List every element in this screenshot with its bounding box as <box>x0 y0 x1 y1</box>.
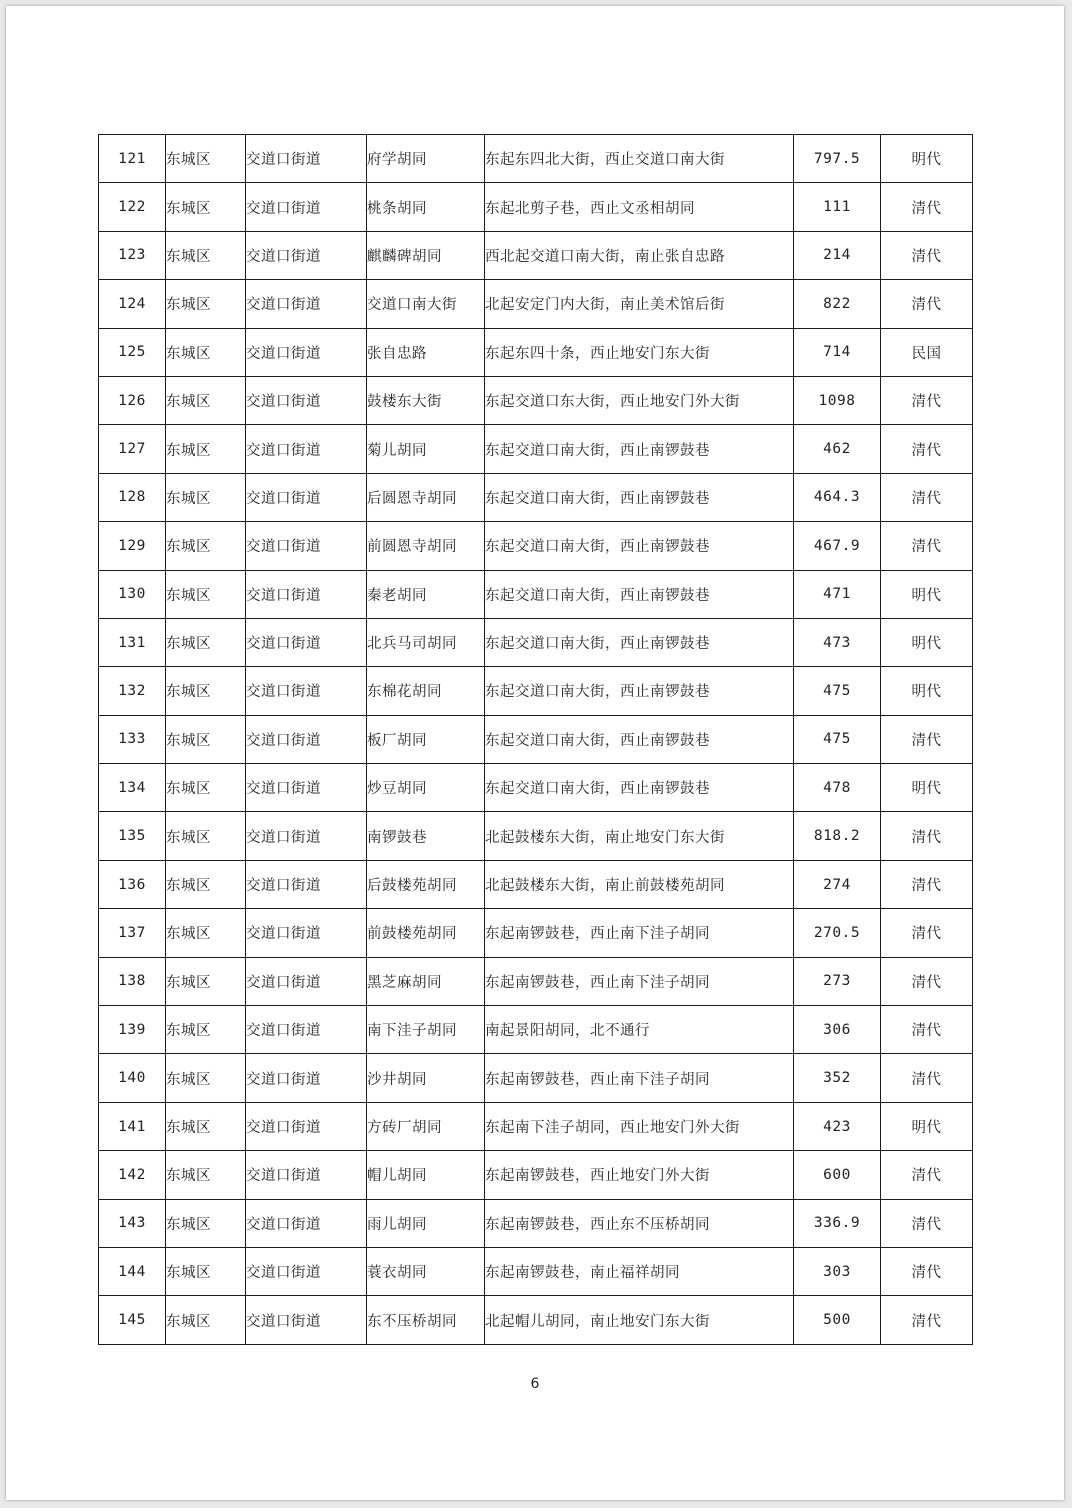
table-row <box>99 1006 973 1054</box>
subdistrict-cell: 交道口街道 <box>246 570 367 618</box>
district-cell: 东城区 <box>166 812 246 860</box>
hutong-name-cell: 方砖厂胡同 <box>367 1102 485 1150</box>
subdistrict-cell: 交道口街道 <box>246 1247 367 1295</box>
length-cell: 270.5 <box>794 909 881 957</box>
length-cell: 462 <box>794 425 881 473</box>
era-cell: 明代 <box>881 1102 973 1150</box>
row-number-cell: 123 <box>99 231 166 279</box>
subdistrict-cell: 交道口街道 <box>246 425 367 473</box>
length-cell: 797.5 <box>794 135 881 183</box>
table-row <box>99 667 973 715</box>
district-cell: 东城区 <box>166 570 246 618</box>
length-cell: 336.9 <box>794 1199 881 1247</box>
district-cell: 东城区 <box>166 957 246 1005</box>
subdistrict-cell: 交道口街道 <box>246 812 367 860</box>
era-cell: 清代 <box>881 860 973 908</box>
start-end-cell: 东起交道口南大街，西止南锣鼓巷 <box>485 667 794 715</box>
subdistrict-cell: 交道口街道 <box>246 1199 367 1247</box>
subdistrict-cell: 交道口街道 <box>246 957 367 1005</box>
table-row <box>99 1247 973 1295</box>
row-number-cell: 145 <box>99 1296 166 1344</box>
district-cell: 东城区 <box>166 280 246 328</box>
era-cell: 清代 <box>881 1054 973 1102</box>
table-row <box>99 473 973 521</box>
start-end-cell: 东起东四北大街，西止交道口南大街 <box>485 135 794 183</box>
row-number-cell: 132 <box>99 667 166 715</box>
era-cell: 清代 <box>881 1199 973 1247</box>
era-cell: 清代 <box>881 957 973 1005</box>
start-end-cell: 东起交道口南大街，西止南锣鼓巷 <box>485 522 794 570</box>
subdistrict-cell: 交道口街道 <box>246 1102 367 1150</box>
length-cell: 423 <box>794 1102 881 1150</box>
start-end-cell: 东起南锣鼓巷，西止南下洼子胡同 <box>485 957 794 1005</box>
hutong-name-cell: 麒麟碑胡同 <box>367 231 485 279</box>
document-page <box>6 6 1064 1500</box>
district-cell: 东城区 <box>166 135 246 183</box>
table-row <box>99 618 973 666</box>
length-cell: 818.2 <box>794 812 881 860</box>
start-end-cell: 东起南锣鼓巷，西止东不压桥胡同 <box>485 1199 794 1247</box>
subdistrict-cell: 交道口街道 <box>246 231 367 279</box>
hutong-table <box>98 134 973 1345</box>
start-end-cell: 东起交道口南大街，西止南锣鼓巷 <box>485 473 794 521</box>
table-row <box>99 715 973 763</box>
length-cell: 1098 <box>794 376 881 424</box>
start-end-cell: 东起南锣鼓巷，西止南下洼子胡同 <box>485 1054 794 1102</box>
start-end-cell: 东起南下洼子胡同，西止地安门外大街 <box>485 1102 794 1150</box>
district-cell: 东城区 <box>166 425 246 473</box>
hutong-name-cell: 张自忠路 <box>367 328 485 376</box>
era-cell: 清代 <box>881 1151 973 1199</box>
district-cell: 东城区 <box>166 1199 246 1247</box>
table-row <box>99 135 973 183</box>
district-cell: 东城区 <box>166 860 246 908</box>
row-number-cell: 125 <box>99 328 166 376</box>
era-cell: 清代 <box>881 183 973 231</box>
district-cell: 东城区 <box>166 1102 246 1150</box>
start-end-cell: 东起南锣鼓巷，西止地安门外大街 <box>485 1151 794 1199</box>
subdistrict-cell: 交道口街道 <box>246 1151 367 1199</box>
subdistrict-cell: 交道口街道 <box>246 715 367 763</box>
length-cell: 303 <box>794 1247 881 1295</box>
length-cell: 475 <box>794 715 881 763</box>
start-end-cell: 西北起交道口南大街，南止张自忠路 <box>485 231 794 279</box>
hutong-name-cell: 后圆恩寺胡同 <box>367 473 485 521</box>
table-row <box>99 280 973 328</box>
subdistrict-cell: 交道口街道 <box>246 376 367 424</box>
row-number-cell: 141 <box>99 1102 166 1150</box>
hutong-name-cell: 东不压桥胡同 <box>367 1296 485 1344</box>
table-row <box>99 522 973 570</box>
row-number-cell: 122 <box>99 183 166 231</box>
era-cell: 清代 <box>881 425 973 473</box>
subdistrict-cell: 交道口街道 <box>246 280 367 328</box>
length-cell: 475 <box>794 667 881 715</box>
district-cell: 东城区 <box>166 618 246 666</box>
district-cell: 东城区 <box>166 1006 246 1054</box>
table-row <box>99 1054 973 1102</box>
era-cell: 清代 <box>881 1247 973 1295</box>
row-number-cell: 139 <box>99 1006 166 1054</box>
start-end-cell: 东起交道口南大街，西止南锣鼓巷 <box>485 425 794 473</box>
era-cell: 清代 <box>881 231 973 279</box>
length-cell: 306 <box>794 1006 881 1054</box>
length-cell: 467.9 <box>794 522 881 570</box>
page-number: 6 <box>530 1376 540 1392</box>
era-cell: 清代 <box>881 522 973 570</box>
start-end-cell: 东起交道口南大街，西止南锣鼓巷 <box>485 570 794 618</box>
length-cell: 473 <box>794 618 881 666</box>
hutong-name-cell: 雨儿胡同 <box>367 1199 485 1247</box>
table-row <box>99 957 973 1005</box>
table-row <box>99 425 973 473</box>
era-cell: 明代 <box>881 618 973 666</box>
district-cell: 东城区 <box>166 667 246 715</box>
start-end-cell: 北起帽儿胡同，南止地安门东大街 <box>485 1296 794 1344</box>
hutong-name-cell: 北兵马司胡同 <box>367 618 485 666</box>
hutong-name-cell: 菊儿胡同 <box>367 425 485 473</box>
table-row <box>99 183 973 231</box>
length-cell: 822 <box>794 280 881 328</box>
row-number-cell: 133 <box>99 715 166 763</box>
length-cell: 464.3 <box>794 473 881 521</box>
table-row <box>99 1151 973 1199</box>
length-cell: 273 <box>794 957 881 1005</box>
table-row <box>99 376 973 424</box>
table-row <box>99 764 973 812</box>
district-cell: 东城区 <box>166 328 246 376</box>
hutong-name-cell: 南锣鼓巷 <box>367 812 485 860</box>
row-number-cell: 126 <box>99 376 166 424</box>
length-cell: 471 <box>794 570 881 618</box>
hutong-name-cell: 板厂胡同 <box>367 715 485 763</box>
row-number-cell: 136 <box>99 860 166 908</box>
table-row <box>99 570 973 618</box>
hutong-name-cell: 桃条胡同 <box>367 183 485 231</box>
start-end-cell: 北起安定门内大街，南止美术馆后街 <box>485 280 794 328</box>
hutong-name-cell: 前圆恩寺胡同 <box>367 522 485 570</box>
table-row <box>99 231 973 279</box>
row-number-cell: 121 <box>99 135 166 183</box>
length-cell: 714 <box>794 328 881 376</box>
start-end-cell: 东起交道口东大街，西止地安门外大街 <box>485 376 794 424</box>
start-end-cell: 南起景阳胡同，北不通行 <box>485 1006 794 1054</box>
subdistrict-cell: 交道口街道 <box>246 1296 367 1344</box>
start-end-cell: 东起北剪子巷，西止文丞相胡同 <box>485 183 794 231</box>
district-cell: 东城区 <box>166 1247 246 1295</box>
era-cell: 清代 <box>881 1006 973 1054</box>
row-number-cell: 143 <box>99 1199 166 1247</box>
subdistrict-cell: 交道口街道 <box>246 183 367 231</box>
district-cell: 东城区 <box>166 473 246 521</box>
hutong-name-cell: 交道口南大街 <box>367 280 485 328</box>
subdistrict-cell: 交道口街道 <box>246 618 367 666</box>
subdistrict-cell: 交道口街道 <box>246 1054 367 1102</box>
row-number-cell: 128 <box>99 473 166 521</box>
hutong-name-cell: 黑芝麻胡同 <box>367 957 485 1005</box>
district-cell: 东城区 <box>166 1296 246 1344</box>
start-end-cell: 北起鼓楼东大街，南止前鼓楼苑胡同 <box>485 860 794 908</box>
row-number-cell: 137 <box>99 909 166 957</box>
district-cell: 东城区 <box>166 715 246 763</box>
hutong-name-cell: 府学胡同 <box>367 135 485 183</box>
era-cell: 清代 <box>881 280 973 328</box>
row-number-cell: 131 <box>99 618 166 666</box>
start-end-cell: 东起南锣鼓巷，南止福祥胡同 <box>485 1247 794 1295</box>
start-end-cell: 东起交道口南大街，西止南锣鼓巷 <box>485 715 794 763</box>
hutong-name-cell: 秦老胡同 <box>367 570 485 618</box>
start-end-cell: 东起交道口南大街，西止南锣鼓巷 <box>485 618 794 666</box>
length-cell: 478 <box>794 764 881 812</box>
row-number-cell: 138 <box>99 957 166 1005</box>
subdistrict-cell: 交道口街道 <box>246 135 367 183</box>
start-end-cell: 东起南锣鼓巷，西止南下洼子胡同 <box>485 909 794 957</box>
era-cell: 明代 <box>881 764 973 812</box>
table-row <box>99 860 973 908</box>
start-end-cell: 东起交道口南大街，西止南锣鼓巷 <box>485 764 794 812</box>
era-cell: 清代 <box>881 473 973 521</box>
subdistrict-cell: 交道口街道 <box>246 473 367 521</box>
era-cell: 明代 <box>881 667 973 715</box>
table-row <box>99 909 973 957</box>
start-end-cell: 北起鼓楼东大街，南止地安门东大街 <box>485 812 794 860</box>
district-cell: 东城区 <box>166 231 246 279</box>
hutong-name-cell: 前鼓楼苑胡同 <box>367 909 485 957</box>
district-cell: 东城区 <box>166 376 246 424</box>
row-number-cell: 127 <box>99 425 166 473</box>
row-number-cell: 135 <box>99 812 166 860</box>
era-cell: 明代 <box>881 570 973 618</box>
length-cell: 214 <box>794 231 881 279</box>
row-number-cell: 134 <box>99 764 166 812</box>
start-end-cell: 东起东四十条，西止地安门东大街 <box>485 328 794 376</box>
table-row <box>99 812 973 860</box>
subdistrict-cell: 交道口街道 <box>246 522 367 570</box>
length-cell: 111 <box>794 183 881 231</box>
subdistrict-cell: 交道口街道 <box>246 860 367 908</box>
era-cell: 清代 <box>881 1296 973 1344</box>
era-cell: 民国 <box>881 328 973 376</box>
district-cell: 东城区 <box>166 764 246 812</box>
district-cell: 东城区 <box>166 1054 246 1102</box>
length-cell: 500 <box>794 1296 881 1344</box>
row-number-cell: 140 <box>99 1054 166 1102</box>
hutong-name-cell: 东棉花胡同 <box>367 667 485 715</box>
subdistrict-cell: 交道口街道 <box>246 909 367 957</box>
table-row <box>99 1199 973 1247</box>
hutong-name-cell: 帽儿胡同 <box>367 1151 485 1199</box>
row-number-cell: 124 <box>99 280 166 328</box>
row-number-cell: 144 <box>99 1247 166 1295</box>
subdistrict-cell: 交道口街道 <box>246 328 367 376</box>
row-number-cell: 142 <box>99 1151 166 1199</box>
era-cell: 清代 <box>881 909 973 957</box>
row-number-cell: 129 <box>99 522 166 570</box>
district-cell: 东城区 <box>166 909 246 957</box>
hutong-name-cell: 炒豆胡同 <box>367 764 485 812</box>
era-cell: 明代 <box>881 135 973 183</box>
row-number-cell: 130 <box>99 570 166 618</box>
length-cell: 352 <box>794 1054 881 1102</box>
district-cell: 东城区 <box>166 1151 246 1199</box>
hutong-name-cell: 沙井胡同 <box>367 1054 485 1102</box>
table-row <box>99 1296 973 1344</box>
length-cell: 600 <box>794 1151 881 1199</box>
hutong-name-cell: 鼓楼东大街 <box>367 376 485 424</box>
length-cell: 274 <box>794 860 881 908</box>
table-body <box>99 135 973 1345</box>
era-cell: 清代 <box>881 376 973 424</box>
district-cell: 东城区 <box>166 522 246 570</box>
table-row <box>99 1102 973 1150</box>
era-cell: 清代 <box>881 812 973 860</box>
hutong-name-cell: 后鼓楼苑胡同 <box>367 860 485 908</box>
subdistrict-cell: 交道口街道 <box>246 667 367 715</box>
hutong-name-cell: 南下洼子胡同 <box>367 1006 485 1054</box>
era-cell: 清代 <box>881 715 973 763</box>
district-cell: 东城区 <box>166 183 246 231</box>
subdistrict-cell: 交道口街道 <box>246 764 367 812</box>
table-row <box>99 328 973 376</box>
subdistrict-cell: 交道口街道 <box>246 1006 367 1054</box>
hutong-name-cell: 蓑衣胡同 <box>367 1247 485 1295</box>
